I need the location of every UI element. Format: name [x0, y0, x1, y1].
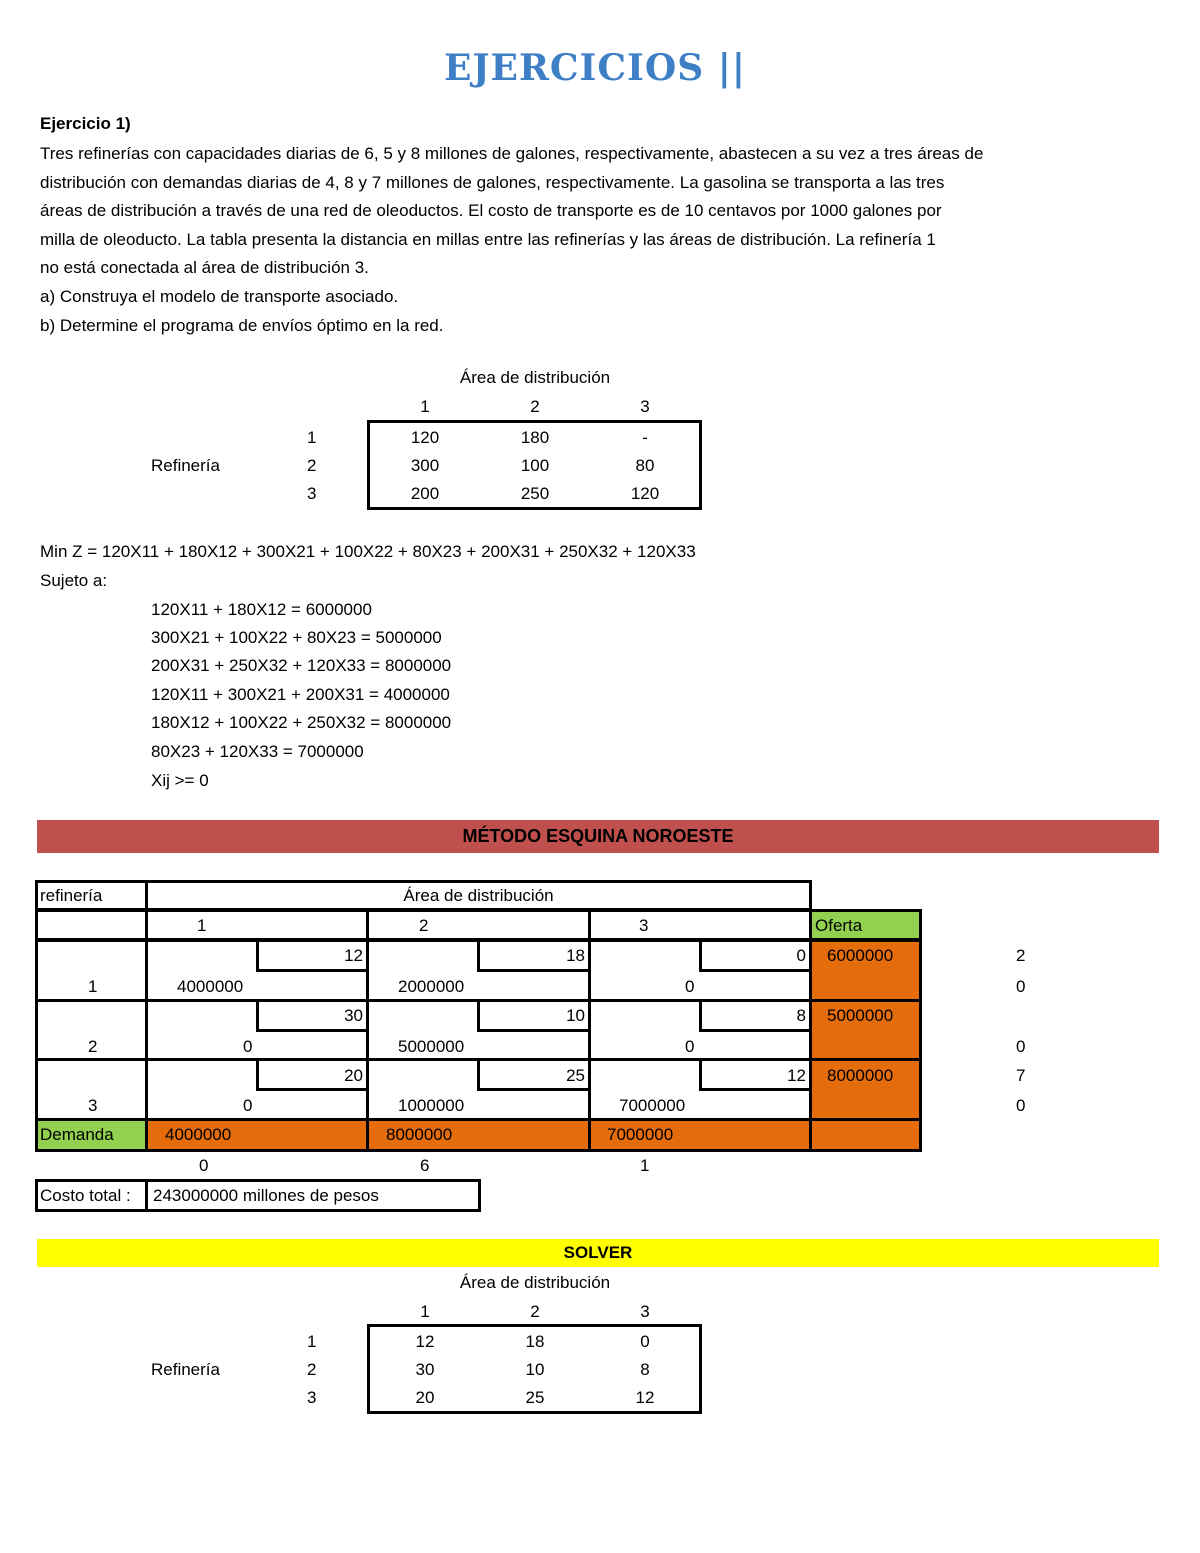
solver-cell: 18 — [525, 1332, 545, 1351]
nw-demand: 7000000 — [607, 1125, 674, 1144]
solver-cell: 12 — [635, 1388, 655, 1407]
nw-cost: 8 — [796, 1006, 806, 1025]
solver-col-header: 1 — [420, 1302, 430, 1321]
distance-cell: 250 — [520, 484, 550, 503]
nw-alloc: 4000000 — [177, 977, 244, 996]
nw-cost: 12 — [787, 1066, 806, 1085]
nw-demand: 8000000 — [386, 1125, 453, 1144]
nw-col-header-cell — [588, 909, 812, 941]
nw-method-band: MÉTODO ESQUINA NOROESTE — [37, 820, 1159, 853]
constraint: 200X31 + 250X32 + 120X33 = 8000000 — [151, 656, 452, 675]
nw-total-cell — [809, 1118, 922, 1152]
distance-row-header: 1 — [307, 428, 317, 447]
nw-side-value: 0 — [1016, 1096, 1026, 1115]
constraint: 120X11 + 180X12 = 6000000 — [151, 600, 372, 619]
nw-cost: 0 — [796, 946, 806, 965]
nw-col-header: 3 — [639, 916, 649, 935]
distance-row-header: 3 — [307, 484, 317, 503]
nw-side-value: 7 — [1016, 1066, 1026, 1085]
exercise-line: Tres refinerías con capacidades diarias de 6, 5 y 8 millones de galones, respectivamente, abastecen a su vez a tres áreas de — [40, 144, 984, 163]
nw-cost: 30 — [344, 1006, 363, 1025]
exercise-heading: Ejercicio 1) — [40, 114, 131, 133]
nw-row-label: 3 — [88, 1096, 98, 1115]
nw-alloc: 1000000 — [398, 1096, 465, 1115]
nw-side-value: 2 — [1016, 946, 1026, 965]
distance-row-header: 2 — [307, 456, 317, 475]
nw-supply: 6000000 — [827, 946, 894, 965]
nw-supply-label: Oferta — [815, 916, 863, 935]
distance-table-header: Área de distribución — [459, 368, 611, 387]
solver-cell: 25 — [525, 1388, 545, 1407]
solver-cell: 12 — [415, 1332, 435, 1351]
distance-col-header: 3 — [640, 397, 650, 416]
solver-cell: 20 — [415, 1388, 435, 1407]
nw-alloc: 0 — [685, 977, 695, 996]
nw-blank-header-cell — [35, 909, 148, 941]
solver-col-header: 3 — [640, 1302, 650, 1321]
exercise-line: a) Construya el modelo de transporte asociado. — [40, 286, 399, 306]
solver-col-header: 2 — [530, 1302, 540, 1321]
nw-cost: 12 — [344, 946, 363, 965]
nw-cost: 18 — [566, 946, 585, 965]
exercise-paragraph — [40, 140, 1160, 340]
constraint: 300X21 + 100X22 + 80X23 = 5000000 — [151, 628, 442, 647]
solver-row-label: Refinería — [151, 1360, 220, 1379]
nw-row-label: 2 — [88, 1037, 98, 1056]
solver-cell: 8 — [640, 1360, 650, 1379]
nw-cost: 25 — [566, 1066, 585, 1085]
exercise-line: no está conectada al área de distribución 3. — [40, 258, 369, 278]
nw-col-header-cell — [145, 909, 369, 941]
distance-cell: 120 — [410, 428, 440, 447]
exercise-line: b) Determine el programa de envíos óptimo en la red. — [40, 315, 444, 335]
nw-cost: 20 — [344, 1066, 363, 1085]
nw-demand-label: Demanda — [40, 1125, 114, 1144]
distance-cell: 120 — [630, 484, 660, 503]
nw-supply: 8000000 — [827, 1066, 894, 1085]
nw-alloc: 0 — [243, 1037, 253, 1056]
constraint: 80X23 + 120X33 = 7000000 — [151, 742, 364, 761]
solver-row-header: 2 — [307, 1360, 317, 1379]
nw-bottom-value: 6 — [420, 1156, 430, 1175]
solver-table-header: Área de distribución — [459, 1273, 611, 1292]
solver-cell: 0 — [640, 1332, 650, 1351]
subject-to-label: Sujeto a: — [40, 571, 108, 590]
nw-alloc: 7000000 — [619, 1096, 686, 1115]
nw-col-header: 1 — [197, 916, 207, 935]
nw-alloc: 5000000 — [398, 1037, 465, 1056]
solver-band: SOLVER — [37, 1239, 1159, 1267]
nw-cost-label: Costo total : — [40, 1186, 131, 1205]
nw-cost: 10 — [566, 1006, 585, 1025]
nw-side-value: 0 — [1016, 1037, 1026, 1056]
distance-col-header: 1 — [420, 397, 430, 416]
nw-cost-value: 243000000 millones de pesos — [153, 1186, 379, 1205]
objective-function: Min Z = 120X11 + 180X12 + 300X21 + 100X22 + 80X23 + 200X31 + 250X32 + 120X33 — [40, 542, 696, 561]
solver-row-header: 1 — [307, 1332, 317, 1351]
distance-cell: 100 — [520, 456, 550, 475]
distance-cell: - — [642, 428, 648, 447]
nw-demand: 4000000 — [165, 1125, 232, 1144]
nw-side-value: 0 — [1016, 977, 1026, 996]
exercise-line: áreas de distribución a través de una red de oleoductos. El costo de transporte es de 10 centavos por 1000 galones por — [40, 201, 942, 221]
distance-row-label: Refinería — [151, 456, 220, 475]
nw-cost-label-cell — [35, 1179, 148, 1212]
constraint: 120X11 + 300X21 + 200X31 = 4000000 — [151, 685, 450, 704]
distance-cell: 300 — [410, 456, 440, 475]
nw-col-header-cell — [366, 909, 591, 941]
distance-cell: 180 — [520, 428, 550, 447]
solver-cell: 10 — [525, 1360, 545, 1379]
nw-row-label: 1 — [88, 977, 98, 996]
nw-area-header: Área de distribución — [403, 886, 554, 905]
distance-cell: 200 — [410, 484, 440, 503]
exercise-line: distribución con demandas diarias de 4, 8 y 7 millones de galones, respectivamente. La gasolina se transporta a las tres — [40, 172, 945, 192]
nw-bottom-value: 0 — [199, 1156, 209, 1175]
nw-alloc: 0 — [243, 1096, 253, 1115]
nw-alloc: 0 — [685, 1037, 695, 1056]
solver-cell: 30 — [415, 1360, 435, 1379]
exercise-line: milla de oleoducto. La tabla presenta la distancia en millas entre las refinerías y las áreas de distribución. La refinería 1 — [40, 229, 936, 249]
distance-cell: 80 — [635, 456, 655, 475]
nw-corner-label: refinería — [40, 886, 103, 905]
page-title: EJERCICIOS || — [444, 47, 746, 89]
nw-col-header: 2 — [419, 916, 429, 935]
nw-bottom-value: 1 — [640, 1156, 650, 1175]
nw-supply: 5000000 — [827, 1006, 894, 1025]
solver-row-header: 3 — [307, 1388, 317, 1407]
constraint: 180X12 + 100X22 + 250X32 = 8000000 — [151, 713, 452, 732]
nw-alloc: 2000000 — [398, 977, 465, 996]
distance-col-header: 2 — [530, 397, 540, 416]
constraint: Xij >= 0 — [151, 771, 209, 790]
